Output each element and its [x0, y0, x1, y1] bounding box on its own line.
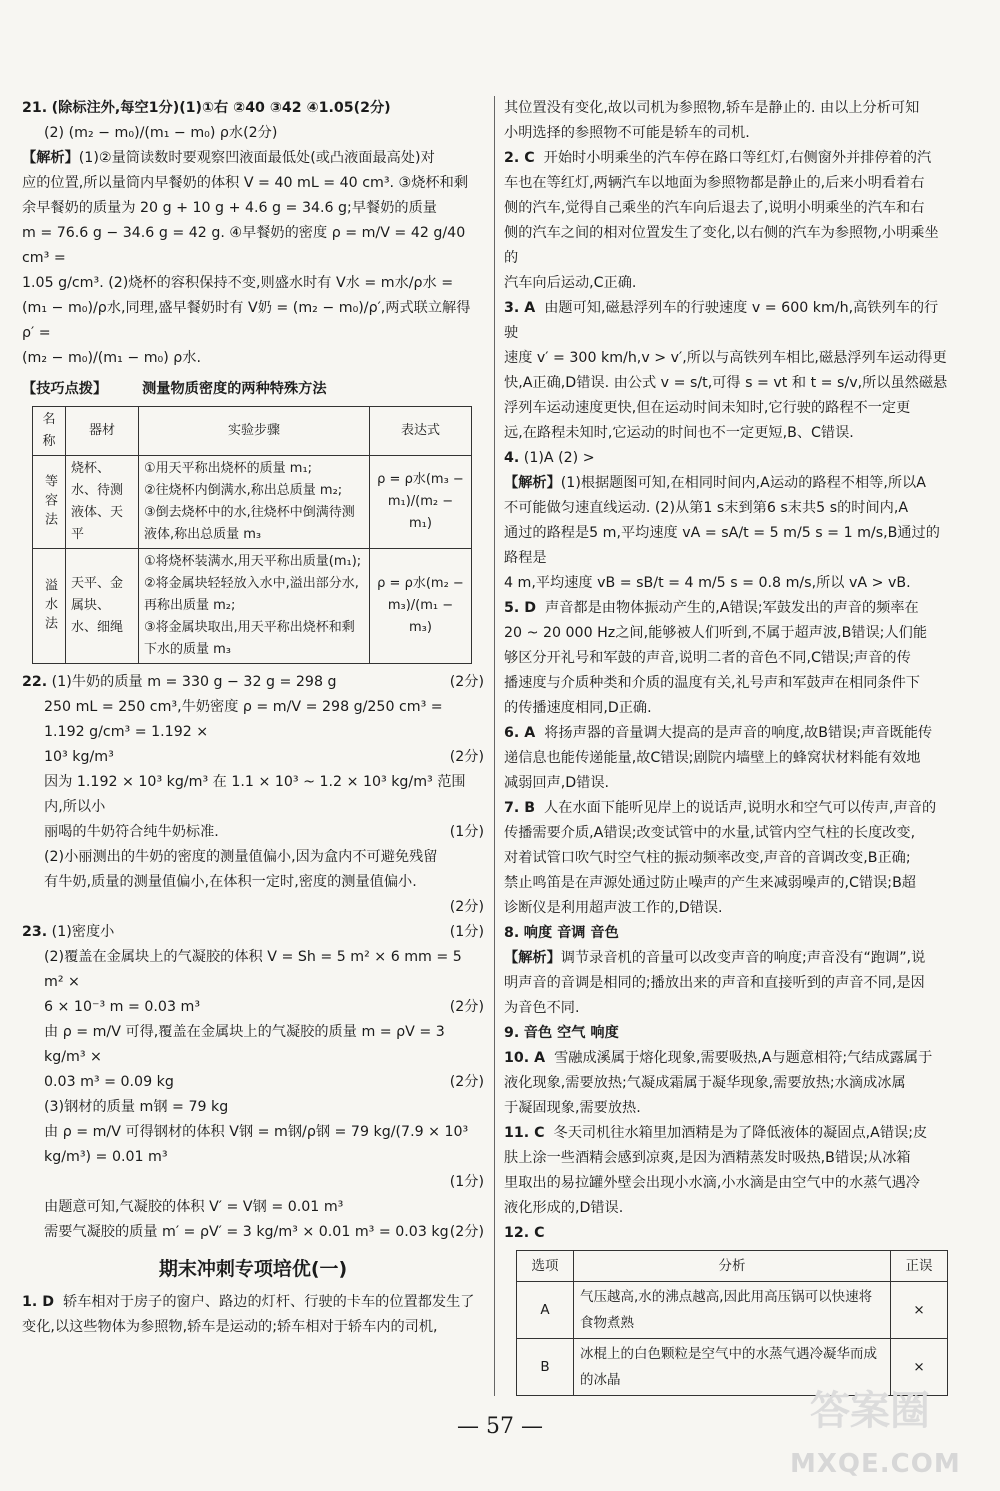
answer-head: (除标注外,每空1分)(1)①右 ②40 ③42 ④1.05(2分) [51, 100, 391, 116]
option-cell: B [517, 1339, 574, 1396]
question-4 [504, 446, 950, 596]
question-7 [504, 796, 950, 921]
question-number: 4. [504, 450, 520, 466]
question-number: 12. C [504, 1225, 545, 1241]
mark-cell: × [891, 1339, 948, 1396]
answer-line: 速度 v′ = 300 km/h,v > v′,所以与高铁列车相比,磁悬浮列车运动得更 [504, 350, 947, 366]
tip-title: 测量物质密度的两种特殊方法 [142, 381, 327, 397]
answer-line: 液化现象,需要放热;气凝成霜属于凝华现象,需要放热;水滴成冰属 [504, 1075, 906, 1091]
section-title: 期末冲刺专项培优(一) [158, 1258, 348, 1280]
answer-line: 10³ kg/m³ [44, 749, 114, 765]
question-1 [22, 1290, 484, 1340]
answer-head: 响度 音调 音色 [523, 925, 619, 941]
answer-line: 里取出的易拉罐外壁会出现小水滴,小水滴是由空气中的水蒸气遇冷 [504, 1175, 920, 1191]
analysis-line: (m₁ − m₀)/ρ水,同理,盛早餐奶时有 V奶 = (m₂ − m₀)/ρ′,两式联立解得 ρ′ = [22, 300, 471, 341]
question-number: 7. B [504, 800, 536, 816]
question-number: 22. [22, 674, 48, 690]
answer-line: 小明选择的参照物不可能是轿车的司机. [504, 125, 750, 141]
answer-line: 需要气凝胶的质量 m′ = ρV′ = 3 kg/m³ × 0.01 m³ = 0.03 kg [44, 1224, 449, 1240]
answer-line: 侧的汽车之间的相对位置发生了变化,以右侧的汽车为参照物,小明乘坐的 [504, 225, 939, 266]
answer-line: 远,在路程未知时,它运动的时间也不一定更短,B、C错误. [504, 425, 854, 441]
analysis-label: 【解析】 [504, 475, 561, 491]
analysis-cell: 气压越高,水的沸点越高,因此用高压锅可以快速将食物煮熟 [574, 1282, 891, 1339]
answer-line: 开始时小明乘坐的汽车停在路口等红灯,右侧窗外并排停着的汽 [543, 150, 932, 166]
answer-line: 有牛奶,质量的测量值偏小,在体积一定时,密度的测量值偏小. [44, 874, 417, 890]
step: ③倒去烧杯中的水,往烧杯中倒满待测液体,称出总质量 m₃ [144, 505, 355, 542]
analysis-cell: 冰棍上的白色颗粒是空气中的水蒸气遇冷凝华而成的冰晶 [574, 1339, 891, 1396]
analysis-line: 应的位置,所以量筒内早餐奶的体积 V = 40 mL = 40 cm³. ③烧杯和剩 [22, 175, 469, 191]
answer-line: 的传播速度相同,D正确. [504, 700, 652, 716]
header-option: 选项 [517, 1251, 574, 1282]
column-divider [494, 96, 495, 1396]
question-11 [504, 1121, 950, 1221]
analysis-line: (m₂ − m₀)/(m₁ − m₀) ρ水. [22, 350, 201, 366]
answer-line: 250 mL = 250 cm³,牛奶密度 ρ = m/V = 298 g/250 cm³ = 1.192 g/cm³ = 1.192 × [44, 699, 443, 740]
question-number: 1. D [22, 1294, 54, 1310]
right-column [504, 96, 950, 1396]
header-equipment: 器材 [66, 407, 139, 456]
density-methods-table [32, 406, 472, 664]
answer-head: (1)A (2) > [523, 450, 595, 466]
answer-line: 6 × 10⁻³ m = 0.03 m³ [44, 999, 201, 1015]
answer-line: 由题可知,磁悬浮列车的行驶速度 v = 600 km/h,高铁列车的行驶 [504, 300, 939, 341]
answer-line: 由题意可知,气凝胶的体积 V′ = V钢 = 0.01 m³ [44, 1199, 344, 1215]
question-12 [504, 1221, 950, 1396]
answer-line: 于凝固现象,需要放热. [504, 1100, 641, 1116]
question-2 [504, 146, 950, 296]
analysis-line: (1)根据题图可知,在相同时间内,A运动的路程不相等,所以A [560, 475, 926, 491]
score: (2分) [449, 1224, 484, 1240]
header-mark: 正误 [891, 1251, 948, 1282]
answer-line: 传播需要介质,A错误;改变试管中的水量,试管内空气柱的长度改变, [504, 825, 916, 841]
answer-line: 其位置没有变化,故以司机为参照物,轿车是静止的. 由以上分析可知 [504, 100, 920, 116]
header-name: 名称 [33, 407, 66, 456]
score: (2分) [449, 899, 484, 915]
question-21 [22, 96, 484, 371]
step: ②往烧杯内倒满水,称出总质量 m₂; [144, 483, 343, 498]
answer-line: 汽车向后运动,C正确. [504, 275, 637, 291]
watermark-text: MXQE.COM [790, 1449, 961, 1479]
score: (2分) [449, 999, 484, 1015]
answer-line: 20 ~ 20 000 Hz之间,能够被人们听到,不属于超声波,B错误;人们能 [504, 625, 928, 641]
answer-line: 声音都是由物体振动产生的,A错误;军鼓发出的声音的频率在 [545, 600, 919, 616]
answer-line: (2)小丽测出的牛奶的密度的测量值偏小,因为盒内不可避免残留 [44, 849, 438, 865]
analysis-label: 【解析】 [22, 150, 79, 166]
step: ③将金属块取出,用天平称出烧杯和剩下水的质量 m₃ [144, 620, 355, 657]
step: ①将烧杯装满水,用天平称出质量(m₁); [144, 554, 362, 569]
answer-line: 对着试管口吹气时空气柱的振动频率改变,声音的音调改变,B正确; [504, 850, 911, 866]
method-formula: ρ = ρ水(m₃ − m₁)/(m₂ − m₁) [370, 456, 472, 549]
question-number: 21. [22, 100, 48, 116]
score: (2分) [449, 749, 484, 765]
score: (1分) [449, 824, 484, 840]
answer-part-2: (2) (m₂ − m₀)/(m₁ − m₀) ρ水(2分) [44, 125, 278, 141]
answer-line: 诊断仪是利用超声波工作的,D错误. [504, 900, 723, 916]
answer-line: (1)牛奶的质量 m = 330 g − 32 g = 298 g [51, 674, 337, 690]
question-6 [504, 721, 950, 796]
method-steps [139, 549, 370, 664]
score: (1分) [449, 1174, 484, 1190]
analysis-line: 为音色不同. [504, 1000, 580, 1016]
left-column [22, 96, 484, 1340]
answer-line: 轿车相对于房子的窗户、路边的灯杆、行驶的卡车的位置都发生了 [63, 1294, 475, 1310]
table-row [33, 549, 472, 664]
method-name: 等容法 [33, 456, 66, 549]
tip-heading [22, 377, 484, 402]
analysis-label: 【解析】 [504, 950, 561, 966]
question-number: 9. [504, 1025, 520, 1041]
page-number: — 57 — [457, 1414, 543, 1439]
tip-label: 【技巧点拨】 [22, 381, 108, 397]
header-formula: 表达式 [370, 407, 472, 456]
watermark-logo [790, 1379, 970, 1479]
question-number: 23. [22, 924, 48, 940]
answer-head: 音色 空气 响度 [523, 1025, 619, 1041]
answer-line: 丽喝的牛奶符合纯牛奶标准. [44, 824, 219, 840]
answer-line: 递信息也能传递能量,故C错误;剧院内墙壁上的蜂窝状材料能有效地 [504, 750, 921, 766]
step: ②将金属块轻轻放入水中,溢出部分水,再称出质量 m₂; [144, 576, 359, 613]
question-number: 5. D [504, 600, 536, 616]
table-header-row [517, 1251, 948, 1282]
watermark-cn: 答案圈 [810, 1388, 930, 1434]
question-10 [504, 1046, 950, 1121]
analysis-line: 调节录音机的音量可以改变声音的响度;声音没有“跑调”,说 [560, 950, 926, 966]
table-row [517, 1282, 948, 1339]
question-8 [504, 921, 950, 1021]
method-equipment: 天平、金属块、水、细绳 [66, 549, 139, 664]
method-steps [139, 456, 370, 549]
answer-line: 禁止鸣笛是在声源处通过防止噪声的产生来减弱噪声的,C错误;B超 [504, 875, 916, 891]
table-row [33, 456, 472, 549]
method-formula: ρ = ρ水(m₂ − m₃)/(m₁ − m₃) [370, 549, 472, 664]
method-name: 溢水法 [33, 549, 66, 664]
answer-line: 变化,以这些物体为参照物,轿车是运动的;轿车相对于轿车内的司机, [22, 1319, 438, 1335]
answer-line: 雪融成溪属于熔化现象,需要吸热,A与题意相符;气结成露属于 [554, 1050, 933, 1066]
header-analysis: 分析 [574, 1251, 891, 1282]
header-steps: 实验步骤 [139, 407, 370, 456]
answer-line: 冬天司机往水箱里加酒精是为了降低液体的凝固点,A错误;皮 [553, 1125, 928, 1141]
answer-line: 浮列车运动速度更快,但在运动时间未知时,它行驶的路程不一定更 [504, 400, 911, 416]
answer-line: 液化形成的,D错误. [504, 1200, 624, 1216]
analysis-line: 通过的路程是5 m,平均速度 vA = sA/t = 5 m/5 s = 1 m/s,B通过的路程是 [504, 525, 940, 566]
score: (2分) [449, 674, 484, 690]
answer-line: 快,A正确,D错误. 由公式 v = s/t,可得 s = vt 和 t = s/v,所以虽然磁悬 [504, 375, 948, 391]
question-23 [22, 920, 484, 1245]
answer-line: 0.03 m³ = 0.09 kg [44, 1074, 174, 1090]
analysis-line: 明声音的音调是相同的;播放出来的声音和直接听到的声音不同,是因 [504, 975, 925, 991]
answer-line: 肤上涂一些酒精会感到凉爽,是因为酒精蒸发时吸热,B错误;从冰箱 [504, 1150, 911, 1166]
answer-line: 人在水面下能听见岸上的说话声,说明水和空气可以传声,声音的 [544, 800, 937, 816]
question-5 [504, 596, 950, 721]
question-3 [504, 296, 950, 446]
method-equipment: 烧杯、水、待测液体、天平 [66, 456, 139, 549]
analysis-line: (1)②量筒读数时要观察凹液面最低处(或凸液面最高处)对 [78, 150, 435, 166]
question-number: 10. A [504, 1050, 546, 1066]
score: (2分) [449, 1074, 484, 1090]
analysis-line: 余早餐奶的质量为 20 g + 10 g + 4.6 g = 34.6 g;早餐奶的质量 [22, 200, 437, 216]
analysis-line: 4 m,平均速度 vB = sB/t = 4 m/5 s = 0.8 m/s,所以 vA > vB. [504, 575, 911, 591]
answer-line: 将扬声器的音量调大提高的是声音的响度,故B错误;声音既能传 [544, 725, 933, 741]
answer-line: 侧的汽车,觉得自己乘坐的汽车向后退去了,说明小明乘坐的汽车和右 [504, 200, 925, 216]
analysis-line: 1.05 g/cm³. (2)烧杯的容积保持不变,则盛水时有 V水 = m水/ρ水 = [22, 275, 454, 291]
answer-line: (3)钢材的质量 m钢 = 79 kg [44, 1099, 229, 1115]
mark-cell: × [891, 1282, 948, 1339]
answer-line: 因为 1.192 × 10³ kg/m³ 在 1.1 × 10³ ~ 1.2 × 10³ kg/m³ 范围内,所以小 [44, 774, 466, 815]
question-22 [22, 670, 484, 920]
analysis-table [516, 1250, 948, 1396]
analysis-line: 不可能做匀速直线运动. (2)从第1 s末到第6 s末共5 s的时间内,A [504, 500, 909, 516]
step: ①用天平称出烧杯的质量 m₁; [144, 461, 313, 476]
answer-line: 播速度与介质种类和介质的温度有关,礼号声和军鼓声在相同条件下 [504, 675, 920, 691]
table-header-row [33, 407, 472, 456]
answer-line: 由 ρ = m/V 可得钢材的体积 V钢 = m钢/ρ钢 = 79 kg/(7.9 × 10³ kg/m³) = 0.01 m³ [44, 1124, 469, 1165]
answer-line: 车也在等红灯,两辆汽车以地面为参照物都是静止的,后来小明看着右 [504, 175, 925, 191]
question-number: 3. A [504, 300, 536, 316]
question-number: 2. C [504, 150, 535, 166]
analysis-line: m = 76.6 g − 34.6 g = 42 g. ④早餐奶的密度 ρ = m/V = 42 g/40 cm³ = [22, 225, 466, 266]
answer-line: 够区分开礼号和军鼓的声音,说明二者的音色不同,C错误;声音的传 [504, 650, 911, 666]
question-number: 6. A [504, 725, 536, 741]
question-number: 8. [504, 925, 520, 941]
question-1-continued [504, 96, 950, 146]
answer-line: 由 ρ = m/V 可得,覆盖在金属块上的气凝胶的质量 m = ρV = 3 kg/m³ × [44, 1024, 445, 1065]
answer-line: 减弱回声,D错误. [504, 775, 610, 791]
question-9 [504, 1021, 950, 1046]
question-number: 11. C [504, 1125, 545, 1141]
option-cell: A [517, 1282, 574, 1339]
score: (1分) [449, 924, 484, 940]
answer-line: (2)覆盖在金属块上的气凝胶的体积 V = Sh = 5 m² × 6 mm = 5 m² × [44, 949, 462, 990]
answer-line: (1)密度小 [51, 924, 115, 940]
